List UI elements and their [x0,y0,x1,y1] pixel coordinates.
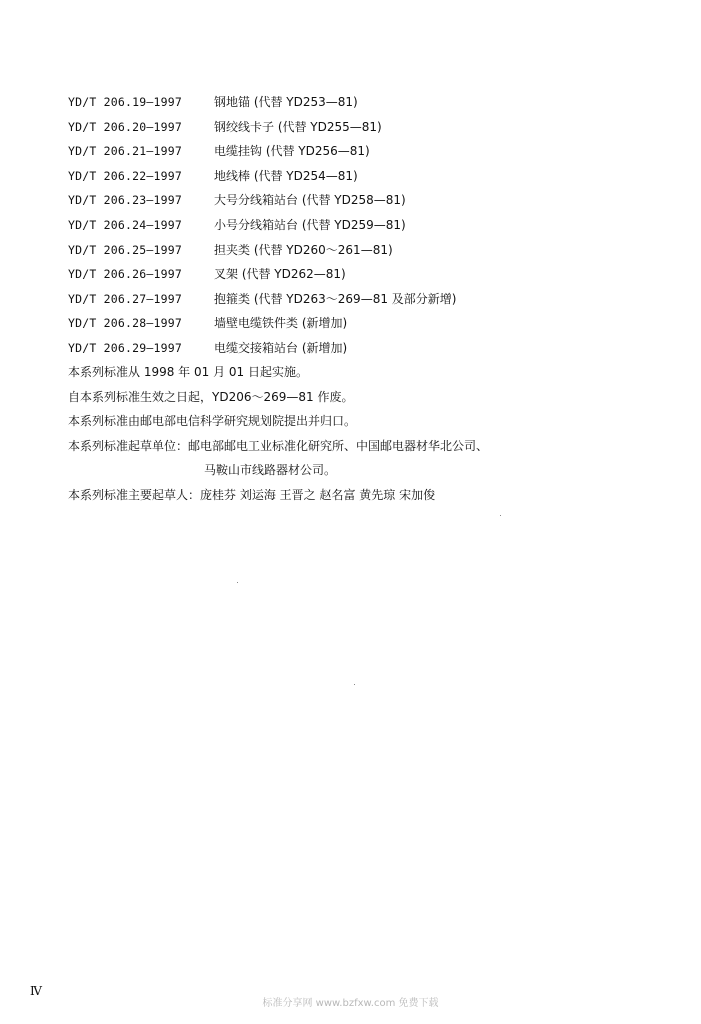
standard-item [68,213,456,238]
standard-item [68,139,456,164]
standard-item [68,336,456,361]
standard-title: 担夹类 (代替 YD260～261—81) [214,242,393,257]
standard-code: YD/T 206.27—1997 [68,291,182,306]
standard-item [68,311,456,336]
standard-item [68,115,456,140]
standard-item [68,164,456,189]
repeal-note: 自本系列标准生效之日起，YD206～269—81 作废。 [68,389,354,404]
standard-code: YD/T 206.29—1997 [68,340,182,355]
standard-item [68,188,456,213]
proposer-note: 本系列标准由邮电部电信科学研究规划院提出并归口。 [68,414,357,429]
page-number: Ⅳ [30,984,42,998]
standard-title: 小号分线箱站台 (代替 YD259—81) [214,217,406,232]
standard-code: YD/T 206.28—1997 [68,316,182,331]
standard-item [68,287,456,312]
standard-code: YD/T 206.19—1997 [68,95,182,109]
standard-item [68,262,456,287]
standard-title: 电缆交接箱站台 (新增加) [214,340,348,355]
standard-code: YD/T 206.26—1997 [68,267,182,282]
watermark: 标准分享网 www.bzfxw.com 免费下载 [262,998,439,1009]
scan-speck [237,582,238,583]
effective-date-note: 本系列标准从 1998 年 01 月 01 日起实施。 [68,365,308,379]
drafting-units-note: 本系列标准起草单位：邮电部邮电工业标准化研究所、中国邮电器材华北公司、 [68,438,489,453]
scan-speck [500,515,501,516]
standard-title: 钢地锚 (代替 YD253—81) [214,95,358,109]
standard-title: 抱箍类 (代替 YD263～269—81 及部分新增) [214,291,457,306]
scan-speck [354,684,355,685]
standard-code: YD/T 206.25—1997 [68,242,182,257]
drafting-units-continuation: 马鞍山市线路器材公司。 [204,463,337,478]
standards-list [68,90,456,361]
standard-item [68,90,456,115]
standard-title: 叉架 (代替 YD262—81) [214,267,346,282]
standard-code: YD/T 206.23—1997 [68,193,182,208]
standard-code: YD/T 206.21—1997 [68,144,182,159]
standard-title: 地线棒 (代替 YD254—81) [214,168,358,183]
standard-title: 墙壁电缆铁件类 (新增加) [214,316,348,331]
standard-title: 钢绞线卡子 (代替 YD255—81) [214,119,382,134]
drafters-note: 本系列标准主要起草人：庞桂芬 刘运海 王晋之 赵名富 黄先琼 宋加俊 [68,487,436,502]
standard-title: 大号分线箱站台 (代替 YD258—81) [214,193,406,208]
standard-item [68,238,456,263]
standard-code: YD/T 206.20—1997 [68,119,182,134]
standard-code: YD/T 206.22—1997 [68,168,182,183]
standard-title: 电缆挂钩 (代替 YD256—81) [214,144,370,159]
notes-block [68,360,488,508]
standard-code: YD/T 206.24—1997 [68,217,182,232]
